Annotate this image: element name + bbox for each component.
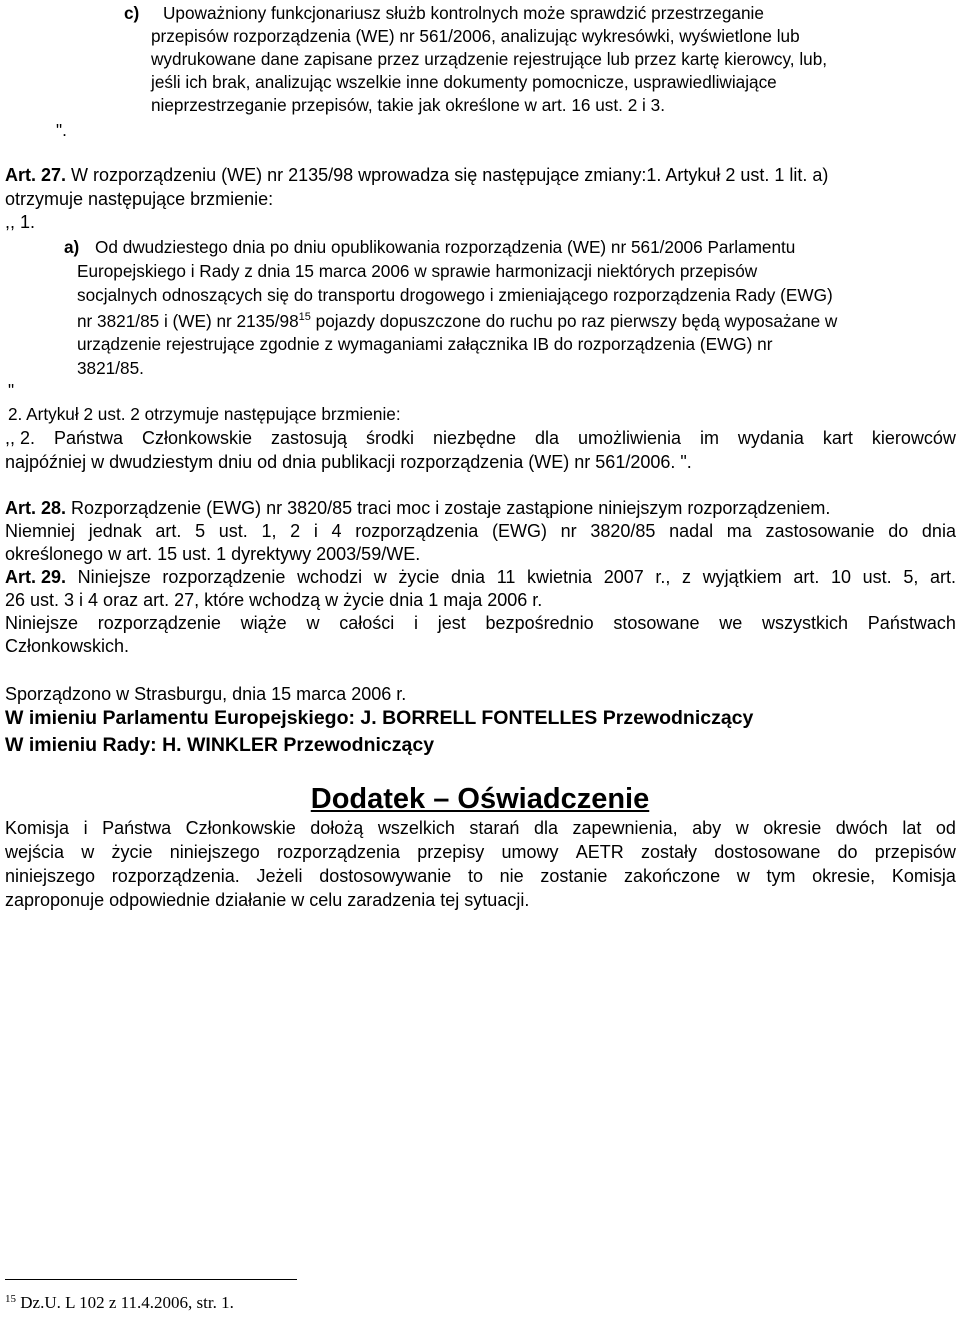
justified-line [5, 841, 956, 864]
point-a-line4 [77, 310, 837, 332]
point-a-line: 3821/85. [77, 358, 144, 378]
word: życie [111, 842, 153, 862]
word: w [81, 842, 95, 862]
word: dnia [921, 521, 956, 541]
word: rozporządzenie [97, 613, 221, 633]
word: dostosowane [714, 842, 821, 862]
place-date: Sporządzono w Strasburgu, dnia 15 marca 2006 r. [5, 684, 407, 704]
word: wyjątkiem [702, 567, 782, 587]
word: zastosowanie [765, 521, 875, 541]
word: Jeżeli [256, 866, 303, 886]
word: niniejszego [5, 866, 96, 886]
word: Niemniej [5, 521, 76, 541]
point-a-line: Europejskiego i Rady z dnia 15 marca 2006 w sprawie harmonizacji niektórych przepisów [77, 261, 758, 281]
word: Członkowskie [141, 428, 253, 448]
art27-point2-line1 [5, 427, 956, 450]
word: Niniejsze [5, 613, 79, 633]
word: 3820/85 [590, 521, 656, 541]
word: bezpośrednio [485, 613, 594, 633]
word: 4 [331, 521, 342, 541]
word: AETR [575, 842, 624, 862]
footnote [5, 1292, 234, 1314]
footnote-divider [5, 1279, 297, 1280]
justified-line [5, 865, 956, 888]
word: wejścia [5, 842, 65, 862]
word: rozporządzenia. [111, 866, 240, 886]
art27-line1 [5, 164, 828, 187]
word: ust. [862, 567, 892, 587]
point-a-label: a) [64, 237, 80, 257]
point-a-line4-after: pojazdy dopuszczone do ruchu po raz pierwszy będą wyposażane w [310, 311, 838, 331]
word: jest [437, 613, 466, 633]
point2-prefix: ,, 2. [5, 428, 36, 448]
word: 5 [195, 521, 206, 541]
word: zapewnienia, [572, 818, 678, 838]
word: jednak [88, 521, 142, 541]
word: wiąże [240, 613, 287, 633]
item-c-line: przepisów rozporządzenia (WE) nr 561/2006, analizując wykresówki, wyświetlone lub [151, 26, 800, 46]
dodatek-line [5, 817, 956, 840]
word: Państwa [102, 818, 172, 838]
art27-point2: 2. Artykuł 2 ust. 2 otrzymuje następujące brzmienie: [8, 404, 401, 424]
justified-line [5, 817, 956, 840]
signature-parliament: W imieniu Parlamentu Europejskiego: J. BORRELL FONTELLES Przewodniczący [5, 707, 754, 729]
point-a-line4-before: nr 3821/85 i (WE) nr 2135/98 [77, 311, 299, 331]
word: przepisy [417, 842, 485, 862]
word: od [935, 818, 956, 838]
item-c-line: jeśli ich brak, analizując wszelkie inne dokumenty pomocnicze, usprawiedliwiające [151, 72, 777, 92]
word: Państwach [867, 613, 956, 633]
word: tym [766, 866, 796, 886]
word: zostanie [540, 866, 608, 886]
word: wszelkich [377, 818, 455, 838]
item-c-line: wydrukowane dane zapisane przez urządzenie rejestrujące lub przez kartę kierowcy, lub, [151, 49, 828, 69]
word: zostały [641, 842, 698, 862]
word: 2 [290, 521, 301, 541]
justified-line [5, 612, 956, 635]
word: lat [902, 818, 922, 838]
word: ust. [218, 521, 248, 541]
word: we [719, 613, 743, 633]
word: aby [692, 818, 722, 838]
footnote-ref: 15 [298, 311, 311, 323]
word: całości [339, 613, 395, 633]
word: przepisów [874, 842, 956, 862]
art28-text: Rozporządzenie (EWG) nr 3820/85 traci moc i zostaje zastąpione niniejszym rozporządzeniem. [71, 498, 831, 518]
word: art. [155, 521, 182, 541]
art29-line2: 26 ust. 3 i 4 oraz art. 27, które wchodzą w życie dnia 1 maja 2006 r. [5, 590, 543, 610]
word: i [313, 521, 318, 541]
word: dnia [451, 567, 486, 587]
word: do [837, 842, 858, 862]
word: 5, [903, 567, 919, 587]
dodatek-title: Dodatek – Oświadczenie [310, 783, 650, 815]
art28-line2 [5, 520, 956, 543]
word: 2007 [603, 567, 644, 587]
word: niniejszego [169, 842, 260, 862]
signature-council: W imieniu Rady: H. WINKLER Przewodniczący [5, 734, 435, 756]
word: dla [533, 818, 558, 838]
justified-line [5, 520, 956, 543]
word: wchodzi [297, 567, 363, 587]
word: r., [655, 567, 671, 587]
justified-line [5, 566, 956, 589]
word: nie [499, 866, 524, 886]
word: umowy [501, 842, 559, 862]
word: dostosowywanie [319, 866, 452, 886]
art28-line3: określonego w art. 15 ust. 1 dyrektywy 2003/59/WE. [5, 544, 421, 564]
word: Niniejsze [77, 567, 151, 587]
word: (EWG) [491, 521, 547, 541]
dodatek-last-line: zaproponuje odpowiednie działanie w celu zaradzenia tej sytuacji. [5, 890, 530, 910]
word: do [888, 521, 909, 541]
word: niezbędne [432, 428, 517, 448]
closing-quote: ". [56, 120, 67, 140]
word: Członkowskie [185, 818, 296, 838]
word: kwietnia [527, 567, 593, 587]
word: dla [534, 428, 559, 448]
word: kart [822, 428, 853, 448]
word: w [735, 818, 749, 838]
item-c-line: nieprzestrzeganie przepisów, takie jak określone w art. 16 ust. 2 i 3. [151, 95, 665, 115]
word: w [373, 567, 387, 587]
art29-line3 [5, 612, 956, 635]
item-c-line: Upoważniony funkcjonariusz służb kontrolnych może sprawdzić przestrzeganie [163, 3, 764, 23]
word: rozporządzenia [355, 521, 479, 541]
word: ma [726, 521, 752, 541]
art28-heading: Art. 28. [5, 498, 67, 518]
word: i [414, 613, 418, 633]
word: w [306, 613, 320, 633]
word: art. [793, 567, 820, 587]
word: i [83, 818, 88, 838]
word: art. [929, 567, 956, 587]
word: zastosują [270, 428, 348, 448]
word: środki [365, 428, 414, 448]
word: rozporządzenie [162, 567, 286, 587]
word: okresie, [812, 866, 876, 886]
art27-line2: otrzymuje następujące brzmienie: [5, 189, 274, 209]
art27-point2-line2: najpóźniej w dwudziestym dniu od dnia publikacji rozporządzenia (WE) nr 561/2006. ". [5, 452, 692, 472]
word: nadal [669, 521, 714, 541]
closing-quote: " [8, 380, 15, 400]
word: stosowane [613, 613, 700, 633]
art27-heading: Art. 27. [5, 165, 67, 185]
dodatek-line [5, 841, 956, 864]
point-a-line: urządzenie rejestrujące zgodnie z wymaganiami załącznika IB do rozporządzenia (EWG) nr [77, 334, 773, 354]
word: życie [398, 567, 440, 587]
word: Komisja [891, 866, 956, 886]
footnote-number: 15 [5, 1293, 16, 1305]
word: to [467, 866, 483, 886]
word: wydania [737, 428, 804, 448]
word: nr [560, 521, 577, 541]
point-a-line: Od dwudziestego dnia po dniu opublikowania rozporządzenia (WE) nr 561/2006 Parlamentu [95, 237, 796, 257]
word: dołożą [310, 818, 364, 838]
word: 11 [496, 567, 516, 587]
art29-line1 [5, 566, 956, 589]
art29-line4: Członkowskich. [5, 636, 130, 656]
word: umożliwienia [577, 428, 681, 448]
word: 10 [831, 567, 852, 587]
art27-point1-prefix: ,, 1. [5, 212, 36, 232]
art28-line1 [5, 497, 830, 520]
word: kierowców [871, 428, 956, 448]
art29-heading: Art. 29. [5, 567, 67, 587]
item-c-label: c) [124, 3, 140, 23]
dodatek-line [5, 865, 956, 888]
word: z [682, 567, 692, 587]
justified-line [5, 427, 956, 450]
word: Państwa [53, 428, 124, 448]
art27-text: W rozporządzeniu (WE) nr 2135/98 wprowadza się następujące zmiany:1. Artykuł 2 ust. 1 lit. a) [71, 165, 829, 185]
word: 1, [261, 521, 277, 541]
word: im [699, 428, 719, 448]
word: starań [469, 818, 520, 838]
footnote-text: Dz.U. L 102 z 11.4.2006, str. 1. [16, 1293, 234, 1312]
word: rozporządzenia [276, 842, 401, 862]
word: Komisja [5, 818, 70, 838]
point-a-line: socjalnych odnoszących się do transportu drogowego i zmieniającego rozporządzenia Rady (EWG) [77, 285, 833, 305]
word: dwóch [835, 818, 888, 838]
word: okresie [763, 818, 822, 838]
word: w [736, 866, 750, 886]
word: wszystkich [762, 613, 849, 633]
word: zakończone [624, 866, 721, 886]
